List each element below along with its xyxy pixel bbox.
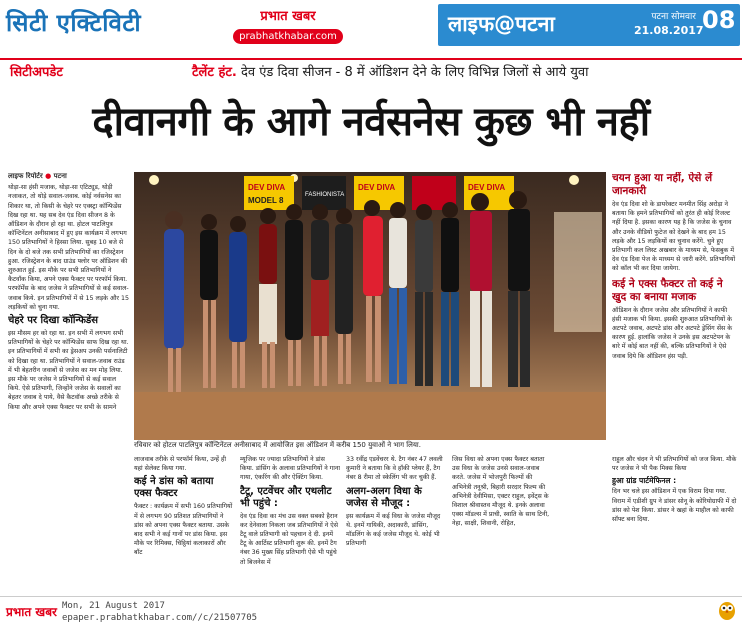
issue-meta bbox=[634, 10, 704, 38]
newspaper-logo[interactable] bbox=[218, 6, 358, 46]
banner-text: DEV DIVA bbox=[468, 183, 506, 192]
article-column-5 bbox=[452, 455, 552, 593]
update-strip bbox=[0, 58, 742, 82]
section-title: सिटी एक्टिविटी bbox=[6, 9, 142, 37]
article-paragraph: राहुल और चंदन ने भी प्रतिभागियों को जज किया. मौके पर जजेस ने भी पैक मिक्स किया bbox=[612, 456, 737, 473]
page-header-right bbox=[438, 4, 740, 46]
photo-caption: रविवार को होटल पाटलिपुत्र कॉन्टिनेंटल अनीसाबाद में आयोजित इस ऑडिशन में करीब 150 युवाओं ने भाग लिया. bbox=[134, 441, 421, 449]
footer-url[interactable]: epaper.prabhatkhabar.com//c/21507705 bbox=[62, 613, 258, 623]
update-text: टैलेंट हंट. देव एंड दिवा सीजन - 8 में ऑडिशन देने के लिए विभिन्न जिलों से आये युवा bbox=[192, 65, 589, 80]
sidebar-title: कई ने एक्स फैक्टर तो कई ने खुद का बनाया मजाक bbox=[612, 277, 723, 303]
page-section-title: लाइफ@पटना bbox=[448, 12, 555, 36]
banner-text: MODEL 8 bbox=[248, 196, 284, 205]
subheading: कई ने डांस को बताया एक्स फैक्टर bbox=[134, 476, 214, 500]
banner-text: FASHIONISTA bbox=[305, 192, 345, 198]
site-url[interactable]: prabhatkhabar.com bbox=[233, 29, 343, 44]
page-number: 08 bbox=[702, 6, 736, 34]
subheading: टैटू, एटवेंचर और एथलीट भी पहुंचे : bbox=[240, 485, 332, 509]
article-paragraph: फैक्टर : कार्यक्रम में सभी 160 प्रतिभागियों में से लगभग 90 प्रतिशत प्रतिभागियों ने डांस को अपना एक्स फैक्टर बताया. उसके बाद सभी ने कई गानों पर डांस किया. इस मौके पर रिमिक्स, चिट्ठियां कलाकारों और बॉट bbox=[134, 503, 233, 557]
sidebar-title: चयन हुआ या नहीं, ऐसे लें जानकारी bbox=[612, 172, 713, 197]
banner-text: DEV DIVA bbox=[358, 183, 396, 192]
article-column-6 bbox=[612, 455, 737, 593]
article-column-3 bbox=[240, 455, 340, 593]
banner-text: DEV DIVA bbox=[248, 183, 286, 192]
article-paragraph: लाजवाब तरीके से परफॉर्म किया, उन्हें ही यहां सेलेक्ट किया गया. bbox=[134, 456, 227, 473]
sidebar-paragraph: देव एंड दिवा शो के डायरेक्टर मनमीत सिंह अरोड़ा ने बताया कि हमने प्रतिभागियों को तुरंत ही कोई रिजल्ट नहीं दिया है. इसका कारण यह है कि जजेस के चुनाव और उनके वीडियो फुटेज को देखने के बाद हम 15 लड़के और 15 लड़कियों का चुनाव करेंगे. चुने हुए प्रतिभागी कल लिस्ट अखबार के माध्यम से, फेसबुक में देव एंड दिवा पेज के माध्यम से जारी करेंगे. प्रतिभागियों को कॉल भी कर दिया जायेगा. bbox=[612, 201, 736, 273]
article-paragraph: इस कार्यक्रम में कई विधा के जजेस मौजूद थे. इनमें गायिकी, अदाकारी, डांसिंग, मॉडलिंग के कई जजेस मौजूद थे. कोई भी प्रतिभागी bbox=[346, 512, 441, 548]
article-column-4 bbox=[346, 455, 446, 593]
subheading: हुआ ग्रांड पार्टमेफिनल : bbox=[612, 476, 677, 486]
update-label: सिटीअपडेट bbox=[10, 65, 63, 80]
subheading: चेहरे पर दिखा कॉन्फिडेंस bbox=[8, 315, 99, 327]
article-paragraph: 33 रवींद्र एडवेंचरर थे. टैग नंबर 47 लवली कुमारी ने बताया कि वे हॉकी प्लेयर हैं, टैग नंबर 8 रीमा तो स्केलिंग भी कर चुकी हैं. bbox=[346, 456, 443, 482]
article-paragraph: इस मौसम हर को रहा था. इन सभी में लगभग सभी प्रतिभागियों के चेहरे पर कॉन्फिडेंस साफ दिख रहा था. इन प्रतिभागियों में सभी का ड्रेसअप उनकी पर्सनालिटी को दिखा रहा था. प्रतिभागियों ने सवाल-जवाब राउंड में भी बेहतरीन जवाबों से जजेस का मन मोह लिया. इस मौके पर जजेस ने प्रतिभागियों से कई सवाल किये. ऐसे प्रतिभागी, जिन्होंने जजेस के सवालों का बेहतर जवाब दे पाये, वैसे कैटवॉक अच्छे तरीके से किया और अपने एक्स फैक्टर पर सभी के सामने bbox=[8, 330, 129, 411]
brand-name: प्रभात खबर bbox=[260, 9, 316, 24]
article-paragraph: जिस विधा को अपना एक्स फैक्टर बताता उस विधा के जजेस उनसे सवाल-जवाब करते. जजेस में भोजपुरी फिल्मों की अभिनेत्री तनूश्री, बिहारी सरदार फिल्म की अभिनेत्री देवीमिसा, एक्टर राहुल, इवेंट्स के विशाल श्रीवास्तव मौजूद थे. इनके अलावा एक्स मॉडल्स में प्राची, स्वाति के साथ टिनी, नेहा, साक्षी, शिवानी, रोहित, bbox=[452, 456, 550, 528]
issue-day-city: पटना सोमवार bbox=[651, 12, 696, 22]
issue-date: 21.08.2017 bbox=[634, 24, 704, 37]
footer bbox=[0, 596, 742, 640]
headline: दीवानगी के आगे नर्वसनेस कुछ भी नहीं bbox=[92, 99, 650, 145]
footer-date: Mon, 21 August 2017 bbox=[62, 601, 165, 611]
byline: लाइफ रिपोर्टर ● पटना bbox=[8, 172, 67, 180]
article-paragraph: म्यूजिक पर ज्यादा प्रतिभागियों ने डांस किया. डांसिंग के अलावा प्रतिभागियों ने गाना गाया, एंकरिंग की और ऐक्टिंग किया. bbox=[240, 456, 340, 482]
article-column-2 bbox=[134, 455, 234, 593]
sidebar-paragraph: ऑडिशन के दौरान जजेस और प्रतिभागियों ने काफी हंसी मजाक भी किया. इसकी शुरुआत प्रतिभागियों के अटपटे जवाब, अटपटे डांस और अटपटे ड्रेसिंग सेंस के कारण हुई. हालांकि जजेस ने उनके इस अटपटेपन के बारे में कोई बात नहीं की, बल्कि प्रतिभागियों ने ऐसे जवाब दिये कि ऑडिशन हंस पड़ी. bbox=[612, 306, 733, 360]
subheading: अलग-अलग विधा के जजेस से मौजूद : bbox=[346, 485, 422, 509]
section-header-left bbox=[0, 0, 212, 48]
sidebar-box bbox=[612, 172, 737, 452]
article-paragraph: दिन भर चले इस ऑडिशन में एक विराम दिया गया. विराम में एडीशी ग्रुप ने डांसर सोनू के कोरियोग्राफी में दो डांस को पेश किया. डांसर ने खहां के माहौल को काफी सॉफ्ट बना दिया. bbox=[612, 488, 737, 524]
article-paragraph: देव एंड दिवा का मंच उस वक्त सबको हैरान कर देनेवाला निकला जब प्रतिभागियों ने ऐसे टैटू वाले प्रतिभागी को पहचान दे दी. इनमें टैटू के आर्टिस्ट प्रतिभागी शुरू की. इनमें टैग नंबर 36 मुख्य सिंह प्रतिभागी ऐसे भी पहुंचे तो बिजनेस में bbox=[240, 512, 338, 566]
article-paragraph: थोड़ा-सा हंसी मजाक, थोड़ा-सा एटिट्यूड, थोड़ी नजाकत, तो थोड़े सवाल-जवाब. कोई नर्वसनेस का शिकार था, तो किसी के चेहरे पर एक्स्ट्रा कॉन्फिडेंस दिख रहा था. यह सब देव एंड दिवा सीजन 8 के ऑडिशन के दौरान हो रहा था. होटल पाटलिपुत्र कॉन्टिनेंटल अनीसाबाद में हुए इस कार्यक्रम में लगभग 150 प्रतिभागियों ने हिस्सा लिया. सुबह 10 बजे से दिन के दो बजे तक सभी प्रतिभागियों का रजिस्ट्रेशन हुआ. रजिस्ट्रेशन के बाद ग्राउंड फ्लोर पर ऑडिशन की शुरुआत हुई. इस मौके पर सभी प्रतिभागियों ने कैटवॉक किया, अपने एक्स फैक्टर पर परफॉर्म किया. परफॉर्मेंस के बाद जजेस ने प्रतिभागियों से कई सवाल-जवाब किये. इन प्रतिभागियों में से 15 लड़के और 15 लड़कियों को चुना गया. bbox=[8, 184, 129, 311]
owl-icon bbox=[718, 599, 736, 625]
audition-group-photo bbox=[134, 172, 606, 440]
footer-logo[interactable]: प्रभात खबर bbox=[6, 605, 57, 619]
article-column-1 bbox=[8, 172, 130, 592]
